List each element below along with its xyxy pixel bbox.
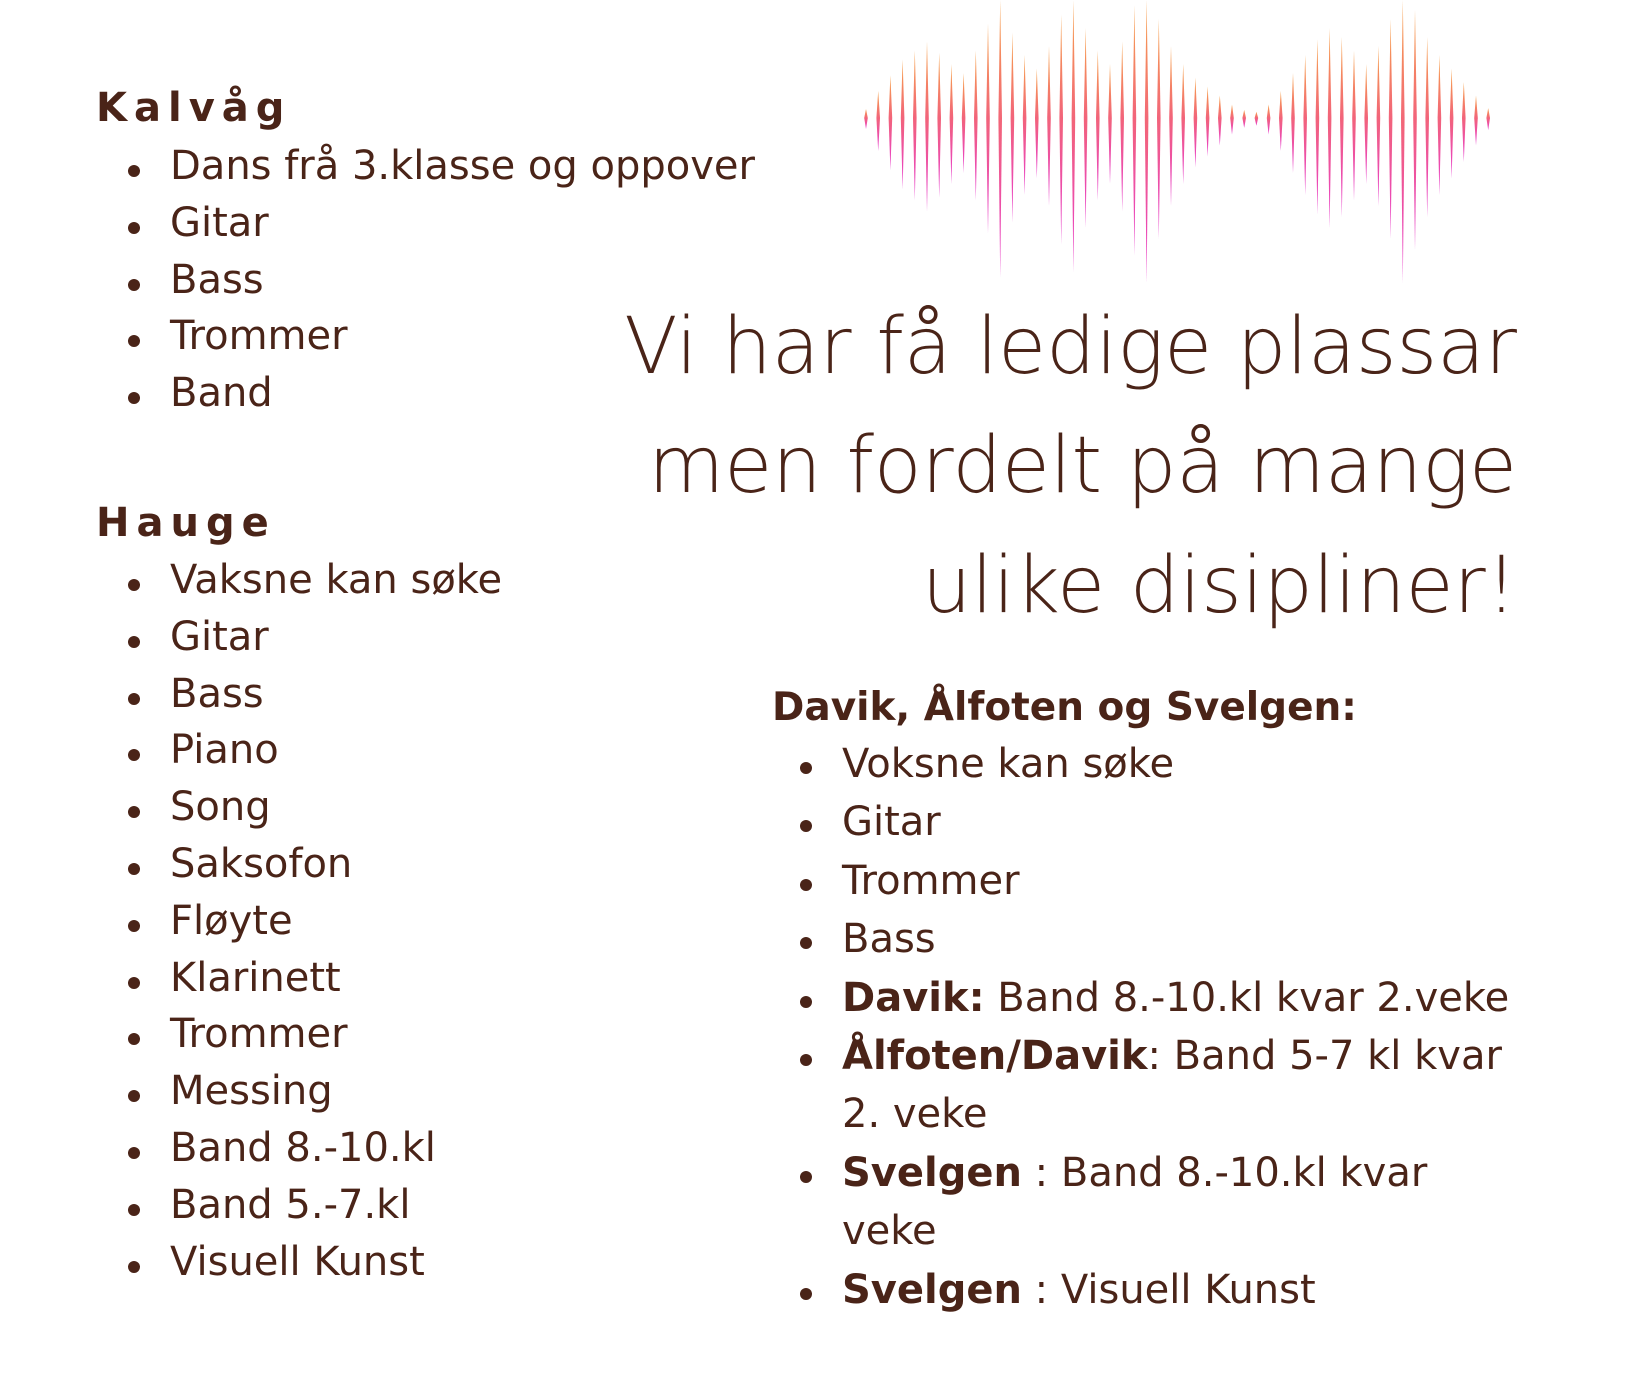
- kalvag-list-item: Trommer: [96, 308, 755, 365]
- hauge-list-item: Vaksne kan søke: [96, 552, 502, 609]
- hauge-list-item: Fløyte: [96, 893, 502, 950]
- kalvag-list-item: Gitar: [96, 195, 755, 252]
- hauge-list-item: Klarinett: [96, 950, 502, 1007]
- hauge-heading: Hauge: [96, 500, 276, 546]
- sound-wave-bar: [1047, 46, 1051, 206]
- sound-wave-bar: [1084, 28, 1088, 228]
- sound-wave-bar: [998, 0, 1002, 278]
- hauge-list-item: Visuell Kunst: [96, 1234, 502, 1291]
- davik-item-text: Trommer: [842, 857, 1020, 904]
- hauge-list: [96, 552, 502, 1290]
- sound-wave-bar: [1181, 64, 1185, 184]
- sound-wave-bar: [1035, 69, 1039, 179]
- sound-wave-bar: [1169, 46, 1173, 206]
- sound-wave-bar: [1450, 69, 1454, 179]
- hauge-list-item: Song: [96, 779, 502, 836]
- hauge-list-item: Band 8.-10.kl: [96, 1120, 502, 1177]
- davik-list-item: [768, 1261, 1528, 1319]
- sound-wave-bar: [1364, 64, 1368, 184]
- hauge-list-item: Trommer: [96, 1006, 502, 1063]
- sound-wave-bar: [1108, 64, 1112, 184]
- davik-list-item: [768, 1027, 1528, 1144]
- sound-wave-bar: [986, 24, 990, 234]
- sound-wave-bar: [1413, 10, 1417, 250]
- sound-wave-bar: [1255, 112, 1259, 126]
- davik-list: [768, 735, 1528, 1319]
- sound-wave-bar: [1279, 91, 1283, 151]
- kalvag-heading: Kalvåg: [96, 85, 292, 131]
- sound-wave-bar: [1462, 82, 1466, 162]
- sound-wave-bar: [962, 73, 966, 173]
- sound-wave-bar: [1206, 87, 1210, 157]
- hauge-list-item: Saksofon: [96, 836, 502, 893]
- sound-wave-bar: [864, 109, 868, 129]
- sound-wave-bar: [974, 51, 978, 201]
- sound-wave-bar: [1194, 78, 1198, 168]
- sound-wave-bar: [950, 64, 954, 184]
- headline: [517, 288, 1517, 646]
- sound-wave-bar: [1072, 0, 1076, 272]
- headline-line-1: Vi har få ledige plassar: [624, 302, 1517, 392]
- sound-wave-bar: [1096, 51, 1100, 201]
- kalvag-list-item: Band: [96, 365, 755, 422]
- davik-item-text: : Band 8.-10.kl kvar veke: [842, 1149, 1428, 1255]
- davik-item-text: Gitar: [842, 799, 941, 846]
- sound-wave-bar: [1377, 46, 1381, 206]
- sound-wave-bar: [1145, 0, 1149, 283]
- kalvag-list-item: Bass: [96, 252, 755, 309]
- davik-list-item: [768, 793, 1528, 851]
- davik-item-text: Band 8.-10.kl kvar 2.veke: [984, 974, 1510, 1021]
- sound-wave-bar: [1474, 96, 1478, 146]
- sound-wave-bar: [901, 60, 905, 190]
- sound-wave-bar: [1267, 105, 1271, 135]
- sound-wave-bar: [1486, 108, 1490, 130]
- davik-list-item: [768, 910, 1528, 968]
- sound-wave-bar: [889, 75, 893, 170]
- headline-line-2: men fordelt på mange: [648, 421, 1517, 512]
- davik-item-text: Bass: [842, 916, 936, 963]
- sound-wave-bar: [1425, 37, 1429, 217]
- sound-wave-bar: [1218, 96, 1222, 146]
- sound-wave-bar: [1316, 39, 1320, 214]
- headline-line-3: ulike disipliner!: [921, 540, 1517, 631]
- hauge-list-item: Band 5.-7.kl: [96, 1177, 502, 1234]
- kalvag-list-item: Dans frå 3.klasse og oppover: [96, 138, 755, 195]
- hauge-list-item: Bass: [96, 666, 502, 723]
- davik-list-item: [768, 969, 1528, 1027]
- sound-wave-bar: [1120, 42, 1124, 212]
- sound-wave-bar: [1242, 110, 1246, 128]
- sound-wave-bar: [937, 53, 941, 198]
- davik-item-text: : Visuell Kunst: [1021, 1266, 1316, 1313]
- sound-wave-bar: [1401, 0, 1405, 283]
- sound-wave-bar: [1230, 105, 1234, 135]
- davik-item-location: Svelgen: [842, 1266, 1022, 1313]
- sound-wave-bar: [913, 51, 917, 201]
- sound-wave-bar: [1291, 73, 1295, 173]
- davik-item-location: Ålfoten/Davik: [842, 1032, 1148, 1079]
- sound-wave-bar: [1133, 6, 1137, 256]
- sound-wave-bar: [1389, 19, 1393, 239]
- sound-wave-bar: [1352, 51, 1356, 201]
- davik-item-location: Svelgen: [842, 1149, 1022, 1196]
- hauge-list-item: Gitar: [96, 609, 502, 666]
- sound-wave-bar: [1438, 55, 1442, 195]
- davik-item-text: : Band 5-7 kl kvar 2. veke: [842, 1032, 1502, 1138]
- sound-wave-icon: [860, 0, 1500, 330]
- sound-wave-bar: [925, 42, 929, 212]
- sound-wave-bar: [1328, 28, 1332, 228]
- hauge-list-item: Piano: [96, 722, 502, 779]
- sound-wave-bar: [1303, 55, 1307, 195]
- sound-wave-bar: [876, 91, 880, 151]
- sound-wave-bar: [1023, 55, 1027, 195]
- sound-wave-bar: [1059, 15, 1063, 245]
- davik-item-location: Davik:: [842, 974, 985, 1021]
- davik-list-item: [768, 1144, 1528, 1261]
- davik-list-item: [768, 852, 1528, 910]
- sound-wave-bar: [1011, 33, 1015, 223]
- davik-item-text: Voksne kan søke: [842, 741, 1175, 787]
- davik-list-item: [768, 735, 1528, 793]
- hauge-list-item: Messing: [96, 1063, 502, 1120]
- sound-wave-bar: [1157, 19, 1161, 239]
- sound-wave-bar: [1340, 37, 1344, 217]
- davik-heading: Davik, Ålfoten og Svelgen:: [772, 685, 1357, 730]
